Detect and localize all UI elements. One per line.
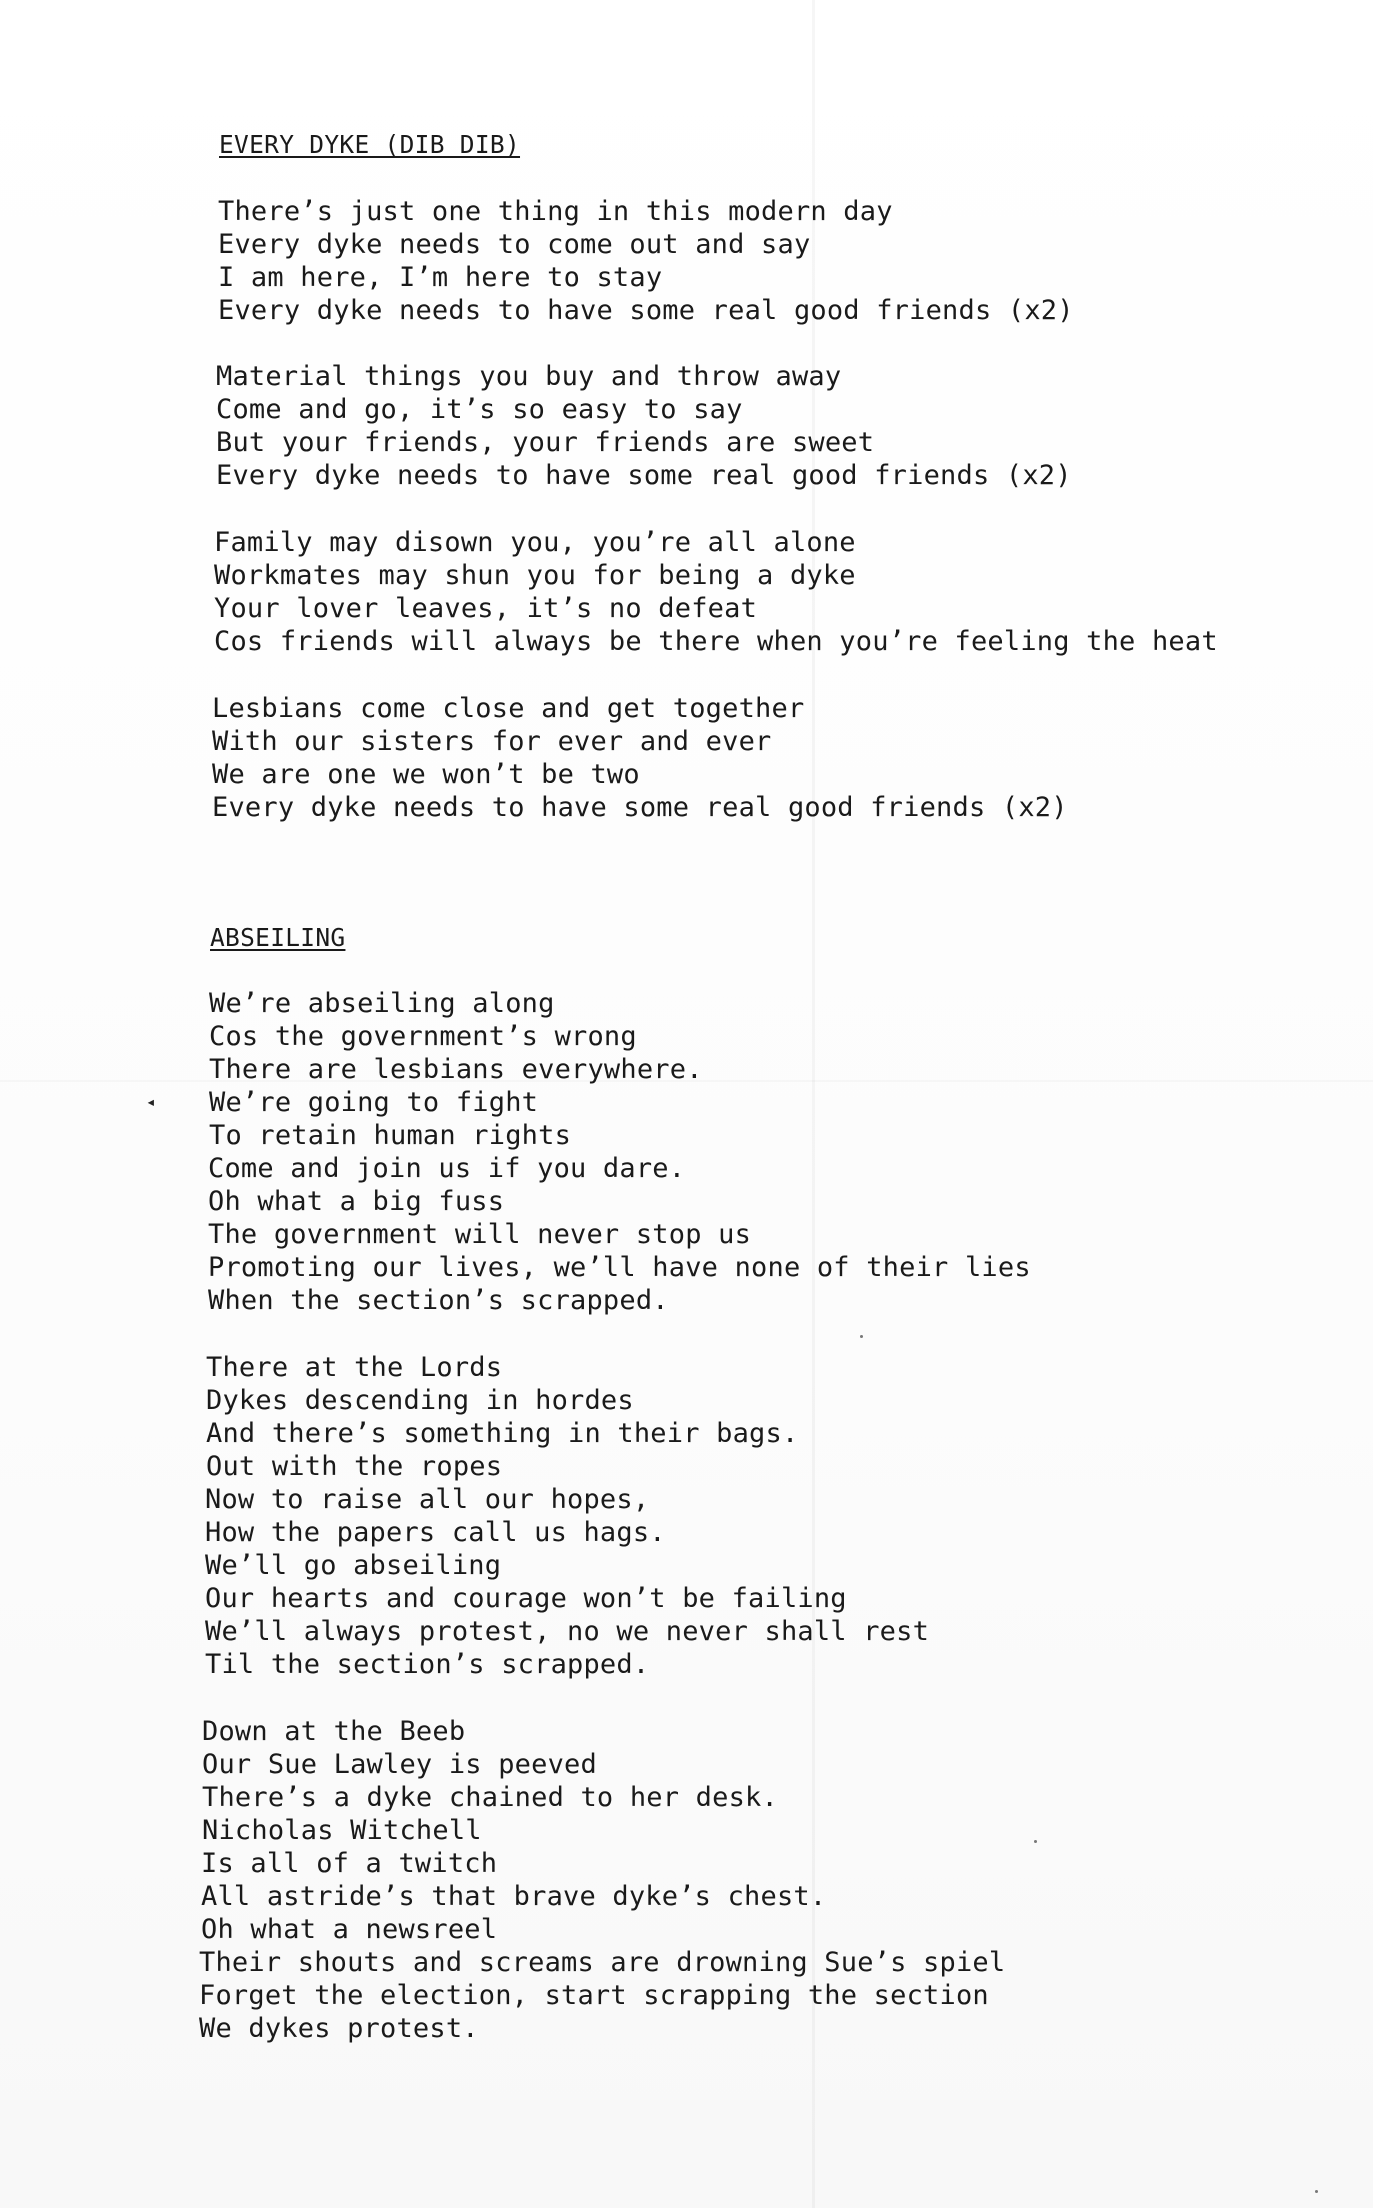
lyric-line: Every dyke needs to have some real good friends (x2) xyxy=(218,295,1074,326)
lyric-line: Promoting our lives, we’ll have none of their lies xyxy=(208,1252,1031,1283)
lyric-line: Family may disown you, you’re all alone xyxy=(214,527,856,558)
margin-mark-icon: ◂ xyxy=(146,1092,156,1111)
lyric-line: There at the Lords xyxy=(206,1352,503,1383)
lyric-line: And there’s something in their bags. xyxy=(206,1418,799,1449)
lyric-line: We’re going to fight xyxy=(209,1087,539,1118)
lyric-line: The government will never stop us xyxy=(208,1219,752,1250)
lyric-line: Nicholas Witchell xyxy=(202,1815,482,1846)
lyric-line: Come and join us if you dare. xyxy=(208,1153,686,1184)
song-title: EVERY DYKE (DIB DIB) xyxy=(219,130,521,159)
lyric-line: Down at the Beeb xyxy=(202,1716,466,1747)
lyric-line: Every dyke needs to come out and say xyxy=(218,229,811,260)
lyric-line: We dykes protest. xyxy=(199,2013,479,2044)
paper-speck xyxy=(1315,2190,1318,2193)
paper-speck xyxy=(860,1335,863,1338)
lyric-line: I am here, I’m here to stay xyxy=(218,262,663,293)
lyric-line: We’ll always protest, no we never shall rest xyxy=(205,1616,930,1647)
lyric-line: When the section’s scrapped. xyxy=(208,1285,669,1316)
lyric-line: All astride’s that brave dyke’s chest. xyxy=(201,1881,827,1912)
lyric-line: Lesbians come close and get together xyxy=(212,693,805,724)
lyric-line: Cos friends will always be there when you’re feeling the heat xyxy=(214,626,1218,657)
lyric-line: Our hearts and courage won’t be failing xyxy=(205,1583,847,1614)
lyric-line: Every dyke needs to have some real good friends (x2) xyxy=(216,460,1072,491)
lyric-line: There’s just one thing in this modern day xyxy=(218,196,893,227)
lyric-line: Dykes descending in hordes xyxy=(206,1385,634,1416)
paper-fold-vertical xyxy=(812,0,815,2208)
lyric-line: Til the section’s scrapped. xyxy=(205,1649,650,1680)
lyric-line: With our sisters for ever and ever xyxy=(212,726,772,757)
lyric-line: There are lesbians everywhere. xyxy=(209,1054,703,1085)
lyric-line: Now to raise all our hopes, xyxy=(205,1484,650,1515)
lyric-line: Is all of a twitch xyxy=(201,1848,498,1879)
lyric-line: How the papers call us hags. xyxy=(205,1517,666,1548)
lyric-line: Your lover leaves, it’s no defeat xyxy=(214,593,758,624)
lyric-line: But your friends, your friends are sweet xyxy=(216,427,875,458)
lyric-line: To retain human rights xyxy=(209,1120,572,1151)
lyric-line: Out with the ropes xyxy=(206,1451,503,1482)
paper-speck xyxy=(1034,1840,1037,1843)
lyric-line: Cos the government’s wrong xyxy=(209,1021,637,1052)
lyric-line: Oh what a newsreel xyxy=(201,1914,498,1945)
lyric-line: Material things you buy and throw away xyxy=(216,361,842,392)
lyric-line: Oh what a big fuss xyxy=(208,1186,505,1217)
lyric-line: We’ll go abseiling xyxy=(205,1550,502,1581)
lyric-line: Come and go, it’s so easy to say xyxy=(216,394,743,425)
lyric-line: There’s a dyke chained to her desk. xyxy=(202,1782,778,1813)
lyric-line: We’re abseiling along xyxy=(209,988,555,1019)
song-title: ABSEILING xyxy=(210,923,346,952)
lyric-line: Their shouts and screams are drowning Sue’s spiel xyxy=(199,1947,1006,1978)
lyric-line: Workmates may shun you for being a dyke xyxy=(214,560,856,591)
lyric-line: Forget the election, start scrapping the section xyxy=(199,1980,989,2011)
lyric-line: Our Sue Lawley is peeved xyxy=(202,1749,597,1780)
lyric-line: Every dyke needs to have some real good friends (x2) xyxy=(212,792,1068,823)
lyric-line: We are one we won’t be two xyxy=(212,759,640,790)
